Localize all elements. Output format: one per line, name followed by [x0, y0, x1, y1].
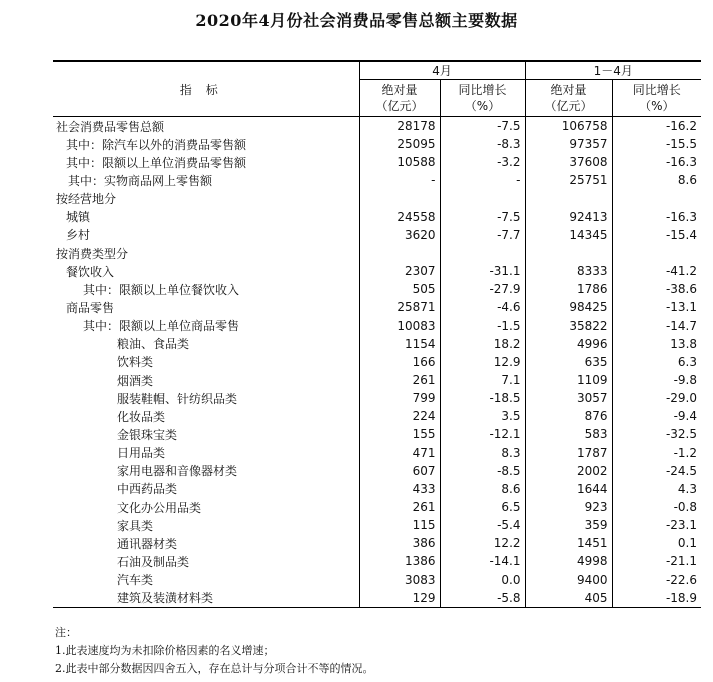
april-absolute-cell: 3620 — [404, 227, 436, 242]
janapr-absolute-cell: 583 — [584, 427, 608, 442]
row-label: 社会消费品零售总额 — [53, 117, 359, 136]
row-label: 石油及制品类 — [53, 552, 359, 570]
april-absolute-cell: 10588 — [397, 155, 436, 170]
row-label: 其中：除汽车以外的消费品零售额 — [53, 135, 359, 153]
footnotes — [55, 624, 374, 678]
april-yoy-cell: 12.9 — [440, 353, 525, 371]
janapr-absolute-cell: 1451 — [576, 536, 608, 551]
row-label: 化妆品类 — [53, 407, 359, 425]
janapr-yoy-cell: -9.8 — [612, 371, 701, 389]
janapr-yoy-cell: -16.2 — [612, 117, 701, 136]
header-april-absolute — [359, 80, 440, 117]
table-row — [53, 317, 701, 335]
janapr-yoy-cell: -22.6 — [612, 571, 701, 589]
row-label: 家具类 — [53, 516, 359, 534]
retail-sales-table — [53, 60, 701, 608]
header-april-yoy — [440, 80, 525, 117]
janapr-absolute-cell: 4996 — [576, 336, 608, 351]
row-label: 乡村 — [53, 226, 359, 244]
header-yoy-label: 同比增长 — [632, 83, 681, 97]
janapr-yoy-cell: -15.5 — [612, 135, 701, 153]
table-body — [53, 117, 701, 608]
table-row — [53, 208, 701, 226]
april-absolute-cell: 1154 — [404, 336, 436, 351]
april-absolute-cell: 25095 — [397, 137, 436, 152]
janapr-yoy-cell: -15.4 — [612, 226, 701, 244]
row-label: 金银珠宝类 — [53, 425, 359, 443]
row-label: 文化办公用品类 — [53, 498, 359, 516]
janapr-yoy-cell: -16.3 — [612, 153, 701, 171]
janapr-absolute-cell: 2002 — [576, 463, 608, 478]
header-janapr-yoy — [612, 80, 701, 117]
row-label: 烟酒类 — [53, 371, 359, 389]
april-yoy-cell — [440, 190, 525, 208]
row-label: 建筑及装潢材料类 — [53, 589, 359, 608]
april-yoy-cell: -31.1 — [440, 262, 525, 280]
janapr-absolute-cell: 92413 — [569, 209, 608, 224]
note-2: 2.此表中部分数据因四舍五入，存在总计与分项合计不等的情况。 — [55, 662, 374, 675]
table-header — [53, 61, 701, 117]
april-yoy-cell: -8.5 — [440, 462, 525, 480]
janapr-absolute-cell: 876 — [584, 409, 608, 424]
row-label: 城镇 — [53, 208, 359, 226]
table-row — [53, 425, 701, 443]
april-yoy-cell: -27.9 — [440, 280, 525, 298]
row-label: 按经营地分 — [53, 190, 359, 208]
april-yoy-cell: -3.2 — [440, 153, 525, 171]
janapr-yoy-cell: -41.2 — [612, 262, 701, 280]
janapr-yoy-cell: -29.0 — [612, 389, 701, 407]
april-yoy-cell: 8.3 — [440, 444, 525, 462]
table-row — [53, 335, 701, 353]
april-absolute-cell: 433 — [412, 481, 436, 496]
table-row — [53, 262, 701, 280]
april-yoy-cell: 18.2 — [440, 335, 525, 353]
april-yoy-cell — [440, 244, 525, 262]
row-label: 其中：限额以上单位商品零售 — [53, 317, 359, 335]
janapr-absolute-cell: 97357 — [569, 137, 608, 152]
row-label: 按消费类型分 — [53, 244, 359, 262]
janapr-absolute-cell: 1644 — [576, 481, 608, 496]
header-indicator: 指标 — [53, 61, 359, 117]
janapr-absolute-cell: 35822 — [569, 318, 608, 333]
april-absolute-cell: 155 — [412, 427, 436, 442]
table-row — [53, 480, 701, 498]
header-yoy-unit: （%） — [639, 99, 675, 113]
table-row — [53, 571, 701, 589]
janapr-absolute-cell: 106758 — [561, 119, 608, 134]
janapr-absolute-cell: 98425 — [569, 300, 608, 315]
april-yoy-cell: 7.1 — [440, 371, 525, 389]
april-absolute-cell: 166 — [412, 354, 436, 369]
header-janapr-absolute — [525, 80, 612, 117]
header-abs-label: 绝对量 — [550, 83, 587, 97]
janapr-absolute-cell: 8333 — [576, 264, 608, 279]
table-row — [53, 153, 701, 171]
april-yoy-cell: -5.4 — [440, 516, 525, 534]
april-absolute-cell — [359, 190, 440, 208]
row-label: 商品零售 — [53, 298, 359, 316]
april-yoy-cell: -7.7 — [440, 226, 525, 244]
april-absolute-cell: 799 — [412, 391, 436, 406]
april-absolute-cell: 115 — [412, 518, 436, 533]
janapr-yoy-cell: -16.3 — [612, 208, 701, 226]
janapr-yoy-cell: -13.1 — [612, 298, 701, 316]
april-absolute-cell: 607 — [412, 463, 436, 478]
janapr-yoy-cell: -9.4 — [612, 407, 701, 425]
table-row — [53, 280, 701, 298]
header-yoy-unit: （%） — [464, 99, 501, 113]
table-row — [53, 444, 701, 462]
table-row — [53, 190, 701, 208]
table-row — [53, 462, 701, 480]
april-yoy-cell: 6.5 — [440, 498, 525, 516]
janapr-absolute-cell: 25751 — [569, 173, 608, 188]
april-yoy-cell: 8.6 — [440, 480, 525, 498]
april-yoy-cell: 12.2 — [440, 534, 525, 552]
janapr-yoy-cell — [612, 244, 701, 262]
table-row — [53, 135, 701, 153]
table-row — [53, 498, 701, 516]
april-absolute-cell: - — [431, 173, 436, 188]
row-label: 中西药品类 — [53, 480, 359, 498]
table-row — [53, 117, 701, 136]
row-label: 日用品类 — [53, 444, 359, 462]
header-april: 4月 — [359, 61, 525, 80]
april-yoy-cell: -5.8 — [440, 589, 525, 608]
janapr-absolute-cell: 635 — [584, 354, 608, 369]
janapr-yoy-cell: -24.5 — [612, 462, 701, 480]
table-row — [53, 589, 701, 608]
janapr-absolute-cell: 37608 — [569, 155, 608, 170]
janapr-absolute-cell: 1786 — [576, 282, 608, 297]
row-label: 其中：限额以上单位餐饮收入 — [53, 280, 359, 298]
janapr-yoy-cell: -14.7 — [612, 317, 701, 335]
row-label: 通讯器材类 — [53, 534, 359, 552]
row-label: 粮油、食品类 — [53, 335, 359, 353]
row-label: 其中：限额以上单位消费品零售额 — [53, 153, 359, 171]
janapr-absolute-cell: 4998 — [576, 554, 608, 569]
table-row — [53, 407, 701, 425]
table-row — [53, 226, 701, 244]
header-abs-label: 绝对量 — [381, 83, 418, 97]
april-yoy-cell: - — [440, 171, 525, 189]
header-abs-unit: （亿元） — [375, 99, 424, 113]
april-absolute-cell: 386 — [412, 536, 436, 551]
janapr-yoy-cell: 0.1 — [612, 534, 701, 552]
table-row — [53, 171, 701, 189]
janapr-yoy-cell: -18.9 — [612, 589, 701, 608]
janapr-absolute-cell: 923 — [584, 500, 608, 515]
janapr-yoy-cell: -1.2 — [612, 444, 701, 462]
janapr-yoy-cell: -32.5 — [612, 425, 701, 443]
header-jan-apr: 1－4月 — [525, 61, 701, 80]
row-label: 汽车类 — [53, 571, 359, 589]
janapr-yoy-cell: 4.3 — [612, 480, 701, 498]
table-row — [53, 552, 701, 570]
janapr-yoy-cell: 13.8 — [612, 335, 701, 353]
april-absolute-cell: 261 — [412, 373, 436, 388]
header-yoy-label: 同比增长 — [458, 83, 507, 97]
april-absolute-cell: 2307 — [404, 264, 436, 279]
page-title: 2020年4月份社会消费品零售总额主要数据 — [195, 11, 518, 30]
april-absolute-cell: 10083 — [397, 318, 436, 333]
table-row — [53, 389, 701, 407]
april-yoy-cell: -7.5 — [440, 117, 525, 136]
janapr-yoy-cell: 6.3 — [612, 353, 701, 371]
janapr-yoy-cell — [612, 190, 701, 208]
april-absolute-cell: 224 — [412, 409, 436, 424]
april-yoy-cell: 0.0 — [440, 571, 525, 589]
row-label: 服装鞋帽、针纺织品类 — [53, 389, 359, 407]
april-absolute-cell: 28178 — [397, 119, 436, 134]
table-row — [53, 534, 701, 552]
april-yoy-cell: -8.3 — [440, 135, 525, 153]
notes-heading: 注： — [55, 626, 77, 639]
janapr-absolute-cell — [525, 244, 612, 262]
note-1: 1.此表速度均为未扣除价格因素的名义增速； — [55, 644, 275, 657]
table-row — [53, 244, 701, 262]
janapr-absolute-cell: 405 — [525, 589, 612, 608]
janapr-absolute-cell: 9400 — [576, 572, 608, 587]
janapr-absolute-cell: 1787 — [576, 445, 608, 460]
april-yoy-cell: -12.1 — [440, 425, 525, 443]
april-absolute-cell: 24558 — [397, 209, 436, 224]
april-absolute-cell: 25871 — [397, 300, 436, 315]
row-label: 家用电器和音像器材类 — [53, 462, 359, 480]
april-absolute-cell: 505 — [412, 282, 436, 297]
janapr-absolute-cell: 359 — [584, 518, 608, 533]
janapr-absolute-cell: 1109 — [576, 373, 608, 388]
april-yoy-cell: -4.6 — [440, 298, 525, 316]
april-absolute-cell: 261 — [412, 500, 436, 515]
table-row — [53, 371, 701, 389]
janapr-yoy-cell: -38.6 — [612, 280, 701, 298]
april-yoy-cell: 3.5 — [440, 407, 525, 425]
janapr-absolute-cell: 14345 — [569, 227, 608, 242]
janapr-absolute-cell — [525, 190, 612, 208]
table-row — [53, 298, 701, 316]
april-absolute-cell: 129 — [359, 589, 440, 608]
april-yoy-cell: -7.5 — [440, 208, 525, 226]
table-row — [53, 353, 701, 371]
janapr-absolute-cell: 3057 — [576, 391, 608, 406]
janapr-yoy-cell: 8.6 — [612, 171, 701, 189]
april-yoy-cell: -14.1 — [440, 552, 525, 570]
april-absolute-cell: 3083 — [404, 572, 436, 587]
row-label: 其中：实物商品网上零售额 — [53, 171, 359, 189]
table-row — [53, 516, 701, 534]
april-absolute-cell: 471 — [412, 445, 436, 460]
header-abs-unit: （亿元） — [544, 99, 593, 113]
april-absolute-cell: 1386 — [404, 554, 436, 569]
april-absolute-cell — [359, 244, 440, 262]
april-yoy-cell: -1.5 — [440, 317, 525, 335]
april-yoy-cell: -18.5 — [440, 389, 525, 407]
janapr-yoy-cell: -21.1 — [612, 552, 701, 570]
row-label: 饮料类 — [53, 353, 359, 371]
janapr-yoy-cell: -23.1 — [612, 516, 701, 534]
janapr-yoy-cell: -0.8 — [612, 498, 701, 516]
row-label: 餐饮收入 — [53, 262, 359, 280]
